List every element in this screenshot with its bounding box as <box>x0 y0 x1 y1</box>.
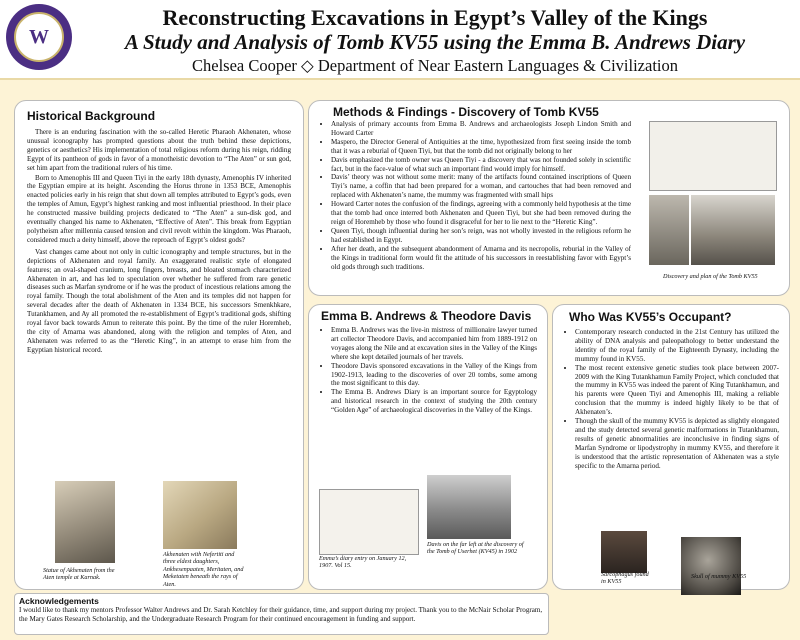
section-heading: Emma B. Andrews & Theodore Davis <box>321 309 532 323</box>
andrews-davis-panel <box>308 304 548 590</box>
tomb-valley-photo <box>691 195 775 265</box>
davis-excavation-photo <box>427 475 511 539</box>
section-heading: Historical Background <box>27 109 156 123</box>
list-item: • Theodore Davis sponsored excavations in the Valley of the Kings from 1902-1913, leading to the discoveries of over 20 tombs, some among the most significant to this day. <box>331 362 537 389</box>
occupant-panel <box>552 304 790 590</box>
list-item: • Analysis of primary accounts from Emma B. Andrews and archaeologists Joseph Lindon Smith and Howard Carter <box>331 120 631 138</box>
paragraph: There is an enduring fascination with the so-called Heretic Pharaoh Akhenaten, whose unusual iconography has prompted questions about the truth behind these depictions, genetics or aesthetics? His implementation of total religious reform during his reign, ridding Egypt of its pantheon of gods in favor of a monotheistic devotion to “The Aten” or sun god, set him apart from the traditional rulers of his time. <box>27 128 291 172</box>
diary-entry-page-image <box>319 489 419 555</box>
tomb-plan-document-image <box>649 121 777 191</box>
list-item: • After her death, and the subsequent abandonment of Amarna and its necropolis, reburial in the Valley of the Kings in traditional form would fit the attitude of his successors in reestablishing favor with Egypt’s old gods through such traditions. <box>331 245 631 272</box>
photo-caption: Skull of mummy KV55 <box>691 573 747 580</box>
methods-bullet-list <box>319 120 631 271</box>
akhenaten-statue-photo <box>55 481 115 563</box>
university-seal-logo <box>6 4 72 70</box>
poster-title: Reconstructing Excavations in Egypt’s Valley of the Kings <box>162 5 708 30</box>
section-heading: Who Was KV55’s Occupant? <box>569 310 732 324</box>
acknowledgements-text: I would like to thank my mentors Professor Walter Andrews and Dr. Sarah Ketchley for their guidance, time, and support during my project. Thank you to the McNair Scholar Program, the Mary Gates Research Scholarship, and the Undergraduate Research Program for their continued encouragement in funding and support. <box>19 606 543 623</box>
list-item: • The Emma B. Andrews Diary is an important source for Egyptology and historical research in the context of studying the 20th century “Golden Age” of archaeological discoveries in the Valley of the Kings. <box>331 388 537 415</box>
sarcophagus-photo <box>601 531 647 573</box>
methods-findings-panel <box>308 100 790 296</box>
poster-authors: Chelsea Cooper ◇ Department of Near Eastern Languages & Civilization <box>192 56 678 75</box>
tomb-site-photo <box>649 195 689 265</box>
occupant-bullet-list <box>563 328 779 471</box>
list-item: • Maspero, the Director General of Antiquities at the time, hypothesized from first seeing inside the tomb that it was a reburial of Queen Tiyi, but that the tomb did not originally belong to her <box>331 138 631 156</box>
list-item: • The most recent extensive genetic studies took place between 2007-2009 with the King Tutankhamun Family Project, which concluded that the mummy in KV55 was indeed the parent of King Tutankhamun, and his parents were Queen Tiyi and Amenophis III, making a reliable conclusion that the mummy is indeed highly likely to be that of Akhenaten’s. <box>575 364 779 417</box>
photo-caption: Davis on the far left at the discovery of the Tomb of Userhet (KV45) in 1902 <box>427 541 524 556</box>
list-item: • Contemporary research conducted in the 21st Century has utilized the ability of DNA analysis and paleopathology to better understand the identity of the royal family of the Eighteenth Dynasty, including the mummy found in KV55. <box>575 328 779 364</box>
photo-caption: Akhenaten with Nefertiti and three eldest daughters, Ankhesenpaaten, Meritaten, and Meketaten beneath the rays of Aten. <box>163 551 244 588</box>
acknowledgements-panel <box>14 593 549 635</box>
list-item: • Howard Carter notes the confusion of the findings, agreeing with a commonly held hypothesis at the time that the tomb had once interred both Akhenaten and Queen Tiyi, but she had been removed during the reign of Horemheb by those who found it disgraceful for her to lie next to the “Heretic King”. <box>331 200 631 227</box>
list-item: • Though the skull of the mummy KV55 is depicted as slightly elongated and the study detected several genetic malformations in Tutankhamun, results of genetic abnormalities are inconclusive in finding signs of Marfan Syndrome or lipodystrophy in mummy KV55, and therefore it is understood that the artistic representation of Akhenaten was a style specific to the Amarna period. <box>575 417 779 470</box>
photo-caption: Sarcophagus found in KV55 <box>601 571 649 586</box>
list-item: • Davis’ theory was not without some merit: many of the artifacts found contained inscriptions of Queen Tiyi’s name, a coffin that had been prepared for a woman, and cartouches that had been removed and replaced with Akhenaten’s name, the mummy was fragmented with small hips <box>331 173 631 200</box>
seal-letter: W <box>14 12 64 62</box>
historical-background-panel <box>14 100 304 590</box>
akhenaten-family-relief-photo <box>163 481 237 549</box>
section-heading: Methods & Findings - Discovery of Tomb KV55 <box>333 105 599 119</box>
list-item: • Davis emphasized the tomb owner was Queen Tiyi - a discovery that was not founded solely in scientific fact, but in the face-value of what such an important find would imply for himself. <box>331 156 631 174</box>
paragraph: Vast changes came about not only in cultic iconography and temple structures, but in the depictions of Akhenaten and royal family. An exaggerated realistic style of elongated features; an oval-shaped cranium, long fingers, breasts, and bloated stomach characterized Akhenaten in art, and has led to speculation over whether he suffered from rare genetic diseases such as Marfan syndrome or if he was the product of incestious relations among the royal family. Though the total abolishment of the Aten and its temples did not happen for several decades after the death of Akhenaten in 1334 BCE, his successors Smenkhkare, Tutankhamen, and Ay all promoted the re-establishment of Egypt’s traditional gods, shifting royal favor back towards Amun to reiterate this point. By the time of the ruler Horemheb, the city of Amarna was abandoned, along with the religion and temples of Aten, and Akhenaten was referred to as the “Heretic King”, in an attempt to erase him from the Egyptian historical record. <box>27 247 291 354</box>
paragraph: Born to Amenophis III and Queen Tiyi in the early 18th dynasty, Amenophis IV inherited the Egyptian empire at its height. Ascending the Horus throne in 1353 BCE, Amenophis enacted policies early in his reign that shut down all temples attributed to Egypt’s gods, even the temples of Amun, Egypt’s highest ranking and most influential priesthood. In their place he constructed massive building projects dedicated to “The Aten” a sun-disk god, and eventually changed his name to Akhenaten, “Effective of Aten”. This break from Egyptian polytheism after millennia caused tension and civil revolt within the kingdom. Was Pharaoh, considered much a deity himself, above the reproach of Egypt’s oldest gods? <box>27 173 291 244</box>
photo-caption: Statue of Akhenaten from the Aten temple at Karnak. <box>43 567 115 582</box>
poster-header <box>0 0 800 80</box>
list-item: • Emma B. Andrews was the live-in mistress of millionaire lawyer turned art collector Theodore Davis, and accompanied him from 1889-1912 on voyages along the Nile and at excavation sites in the Valley of the Kings where she kept detailed journals of her travels. <box>331 326 537 362</box>
poster-subtitle: A Study and Analysis of Tomb KV55 using the Emma B. Andrews Diary <box>124 30 746 54</box>
photo-caption: Discovery and plan of the Tomb KV55 <box>663 273 758 280</box>
list-item: • Queen Tiyi, though influential during her son’s reign, was not wholly invested in the religious reform he had established in Egypt. <box>331 227 631 245</box>
photo-caption: Emma’s diary entry on January 12, 1907. Vol 15. <box>319 555 407 570</box>
mummy-skull-photo <box>681 537 741 595</box>
section-heading: Acknowledgements <box>19 596 99 606</box>
andrews-bullet-list <box>319 326 537 415</box>
